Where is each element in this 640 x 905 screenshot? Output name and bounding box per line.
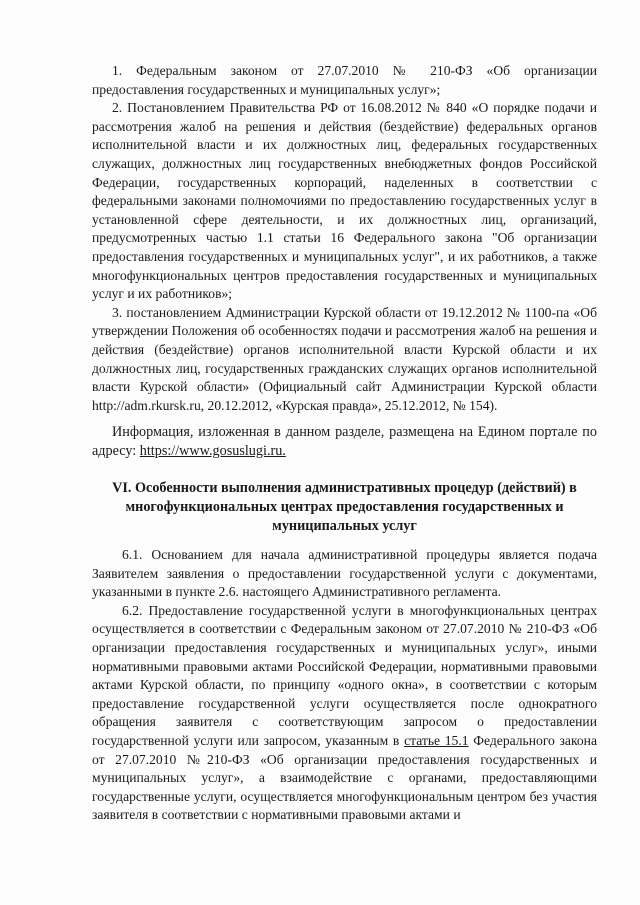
paragraph-6-1: 6.1. Основанием для начала административной процедуры является подача Заявителем заявления о предоставлении государственной услуги с документами, указанными в пункте 2.6. настоящего Административного регламента.: [92, 547, 597, 600]
legal-basis-list: [92, 62, 597, 415]
info-paragraph: [92, 423, 597, 461]
paragraph-6-2: 6.2. Предоставление государственной услуги в многофункциональных центрах осуществляется в соответствии с Федеральным законом от 27.07.2010 № 210-ФЗ «Об организации предоставления государственных и муниципальных услуг», иными нормативными правовыми актами Российской Федерации, нормативными правовыми актами Курской области, по принципу «одного окна», в соответствии с которым предоставление государственной услуги осуществляется после однократного обращения заявителя с соответствующим запросом о предоставлении государственной услуги или запросом, указанным в статье 15.1 Федерального закона от 27.07.2010 №210-ФЗ «Об организации предоставления государственных и муниципальных услуг», а взаимодействие с органами, предоставляющими государственные услуги, осуществляется многофункциональным центром без участия заявителя в соответствии с нормативными правовыми актами и: [92, 602, 597, 823]
list-item-government-decree: 2. Постановлением Правительства РФ от 16.08.2012 № 840 «О порядке подачи и рассмотрения жалоб на решения и действия (бездействие) федеральных органов исполнительной власти и их должностных лиц, федеральных государственных служащих, должностных лиц государственных внебюджетных фондов Российской Федерации, государственных корпораций, наделенных в соответствии с федеральными законами полномочиями по предоставлению государственных услуг в установленной сфере деятельности, и их должностных лиц, организаций, предусмотренных частью 1.1 статьи 16 Федерального закона "Об организации предоставления государственных и муниципальных услуг", и их работников, а также многофункциональных центров предоставления государственных и муниципальных услуг и их работников»;: [92, 100, 597, 302]
section-heading: VI. Особенности выполнения административных процедур (действий) в многофункциональных центрах предоставления государственных и муниципальных услуг: [112, 480, 577, 534]
gosuslugi-link[interactable]: https://www.gosuslugi.ru.: [139, 443, 286, 459]
list-item-regional-decree: 3. постановлением Администрации Курской области от 19.12.2012 № 1100-па «Об утверждении Положения об особенностях подачи и рассмотрения жалоб на решения и действия (бездействие) органов исполнительной власти Курской области и их должностных лиц, государственных гражданских служащих органов исполнительной власти Курской области» (Официальный сайт Администрации Курской области http://adm.rkursk.ru, 20.12.2012, «Курская правда», 25.12.2012, № 154).: [92, 304, 597, 413]
info-text: Информация, изложенная в данном разделе, размещена на Едином портале по адресу:: [92, 424, 597, 459]
section-body: [92, 546, 597, 825]
list-item-federal-law: 1. Федеральным законом от 27.07.2010 № 210-ФЗ «Об организации предоставления государственных и муниципальных услуг»;: [92, 63, 597, 97]
article-15-1-link[interactable]: статье 15.1: [404, 732, 469, 748]
